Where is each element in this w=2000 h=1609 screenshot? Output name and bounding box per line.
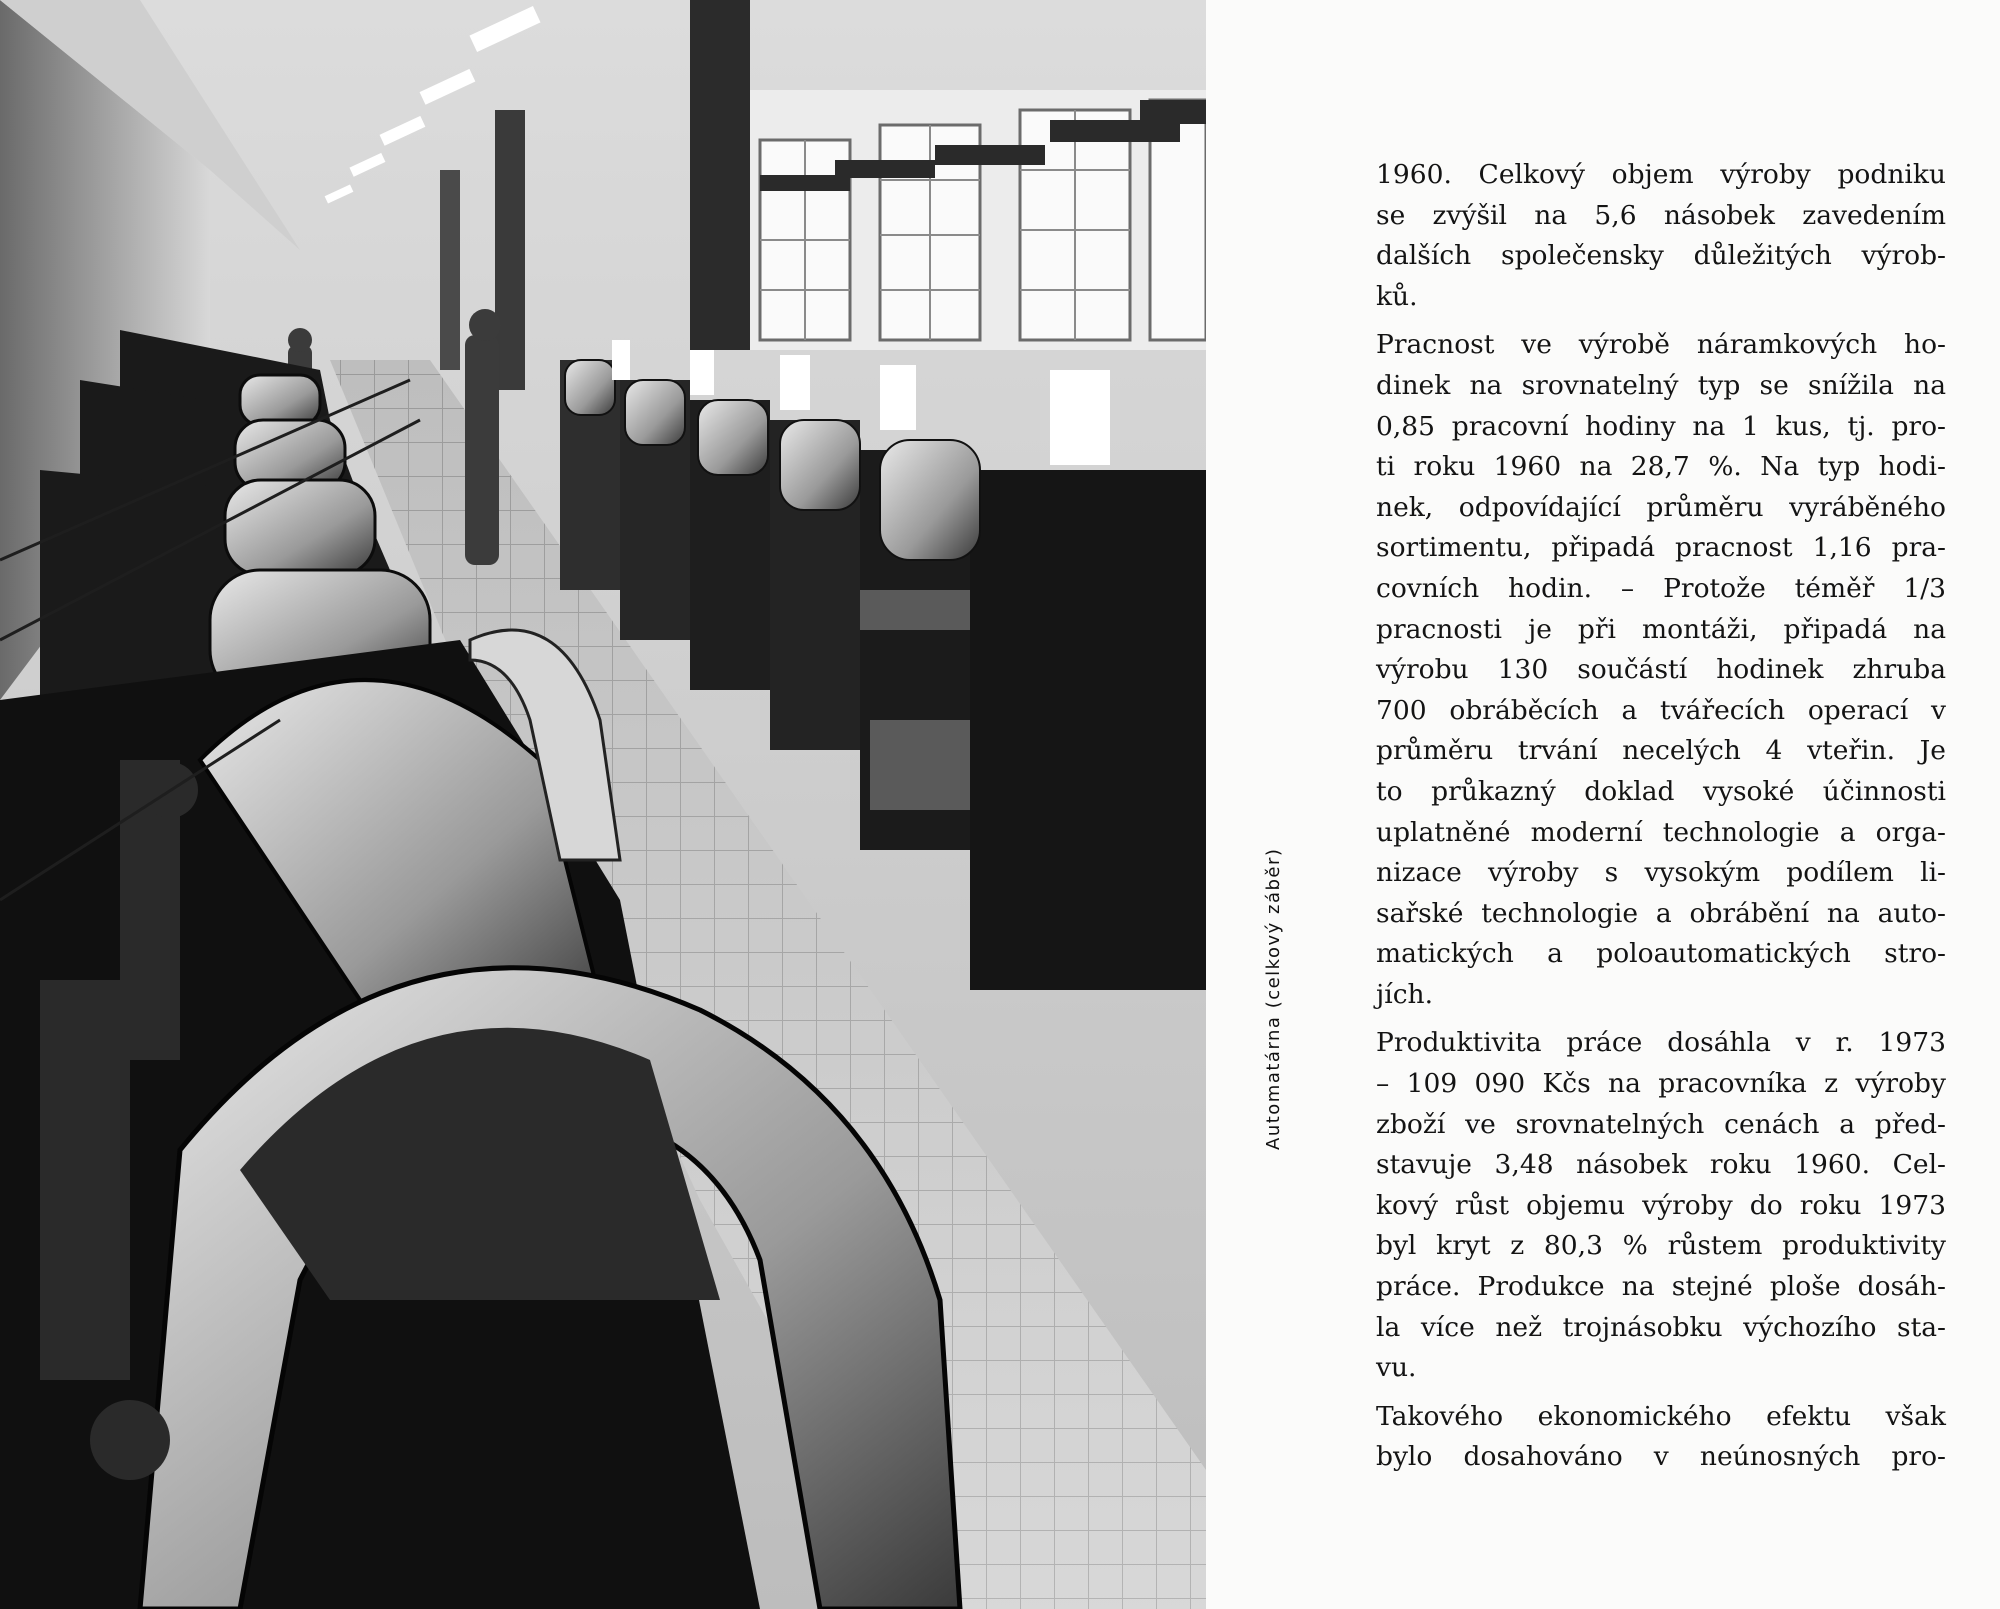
text-line: dinek na srovnatelný typ se snížila na	[1376, 369, 1946, 401]
text-line: ků.	[1376, 280, 1418, 312]
text-line: práce. Produkce na stejné ploše dosáh-	[1376, 1271, 1946, 1303]
paragraph-1	[1376, 155, 1946, 317]
text-line: la více než trojnásobku výchozího sta-	[1376, 1311, 1946, 1343]
paragraph-2	[1376, 325, 1946, 1015]
text-line: vu.	[1376, 1352, 1417, 1384]
text-line: průměru trvání necelých 4 vteřin. Je	[1376, 735, 1946, 767]
photo-caption: Automatárna (celkový záběr)	[1263, 847, 1284, 1150]
text-line: covních hodin. – Protože téměř 1/3	[1376, 572, 1946, 604]
text-line: sortimentu, připadá pracnost 1,16 pra-	[1376, 532, 1946, 564]
text-line: uplatněné moderní technologie a orga-	[1376, 816, 1946, 848]
text-line: zboží ve srovnatelných cenách a před-	[1376, 1108, 1946, 1140]
text-line: pracnosti je při montáži, připadá na	[1376, 613, 1946, 645]
paragraph-4	[1376, 1397, 1946, 1478]
text-line: 700 obráběcích a tvářecích operací v	[1376, 694, 1946, 726]
text-line: stavuje 3,48 násobek roku 1960. Cel-	[1376, 1149, 1946, 1181]
text-line: bylo dosahováno v neúnosných pro-	[1376, 1441, 1946, 1473]
text-line: kový růst objemu výroby do roku 1973	[1376, 1189, 1946, 1221]
text-line: 0,85 pracovní hodiny na 1 kus, tj. pro-	[1376, 410, 1946, 442]
text-line: nek, odpovídající průměru vyráběného	[1376, 491, 1946, 523]
text-line: Produktivita práce dosáhla v r. 1973	[1376, 1027, 1946, 1059]
text-line: sařské technologie a obrábění na auto-	[1376, 897, 1946, 929]
text-line: matických a poloautomatických stro-	[1376, 938, 1946, 970]
text-line: – 109 090 Kčs na pracovníka z výroby	[1376, 1068, 1946, 1100]
text-line: to průkazný doklad vysoké účinnosti	[1376, 775, 1946, 807]
text-line: nizace výroby s vysokým podílem li-	[1376, 857, 1946, 889]
text-line: Takového ekonomického efektu však	[1376, 1400, 1946, 1432]
text-line: jích.	[1376, 978, 1434, 1010]
text-line: ti roku 1960 na 28,7 %. Na typ hodi-	[1376, 451, 1946, 483]
body-text-column	[1376, 155, 1946, 1478]
text-line: Pracnost ve výrobě náramkových ho-	[1376, 329, 1946, 361]
paragraph-3	[1376, 1023, 1946, 1388]
text-line: se zvýšil na 5,6 násobek zavedením	[1376, 199, 1946, 231]
text-line: výrobu 130 součástí hodinek zhruba	[1376, 654, 1946, 686]
text-line: dalších společensky důležitých výrob-	[1376, 240, 1946, 272]
text-line: byl kryt z 80,3 % růstem produktivity	[1376, 1230, 1946, 1262]
text-line: 1960. Celkový objem výroby podniku	[1376, 159, 1946, 190]
